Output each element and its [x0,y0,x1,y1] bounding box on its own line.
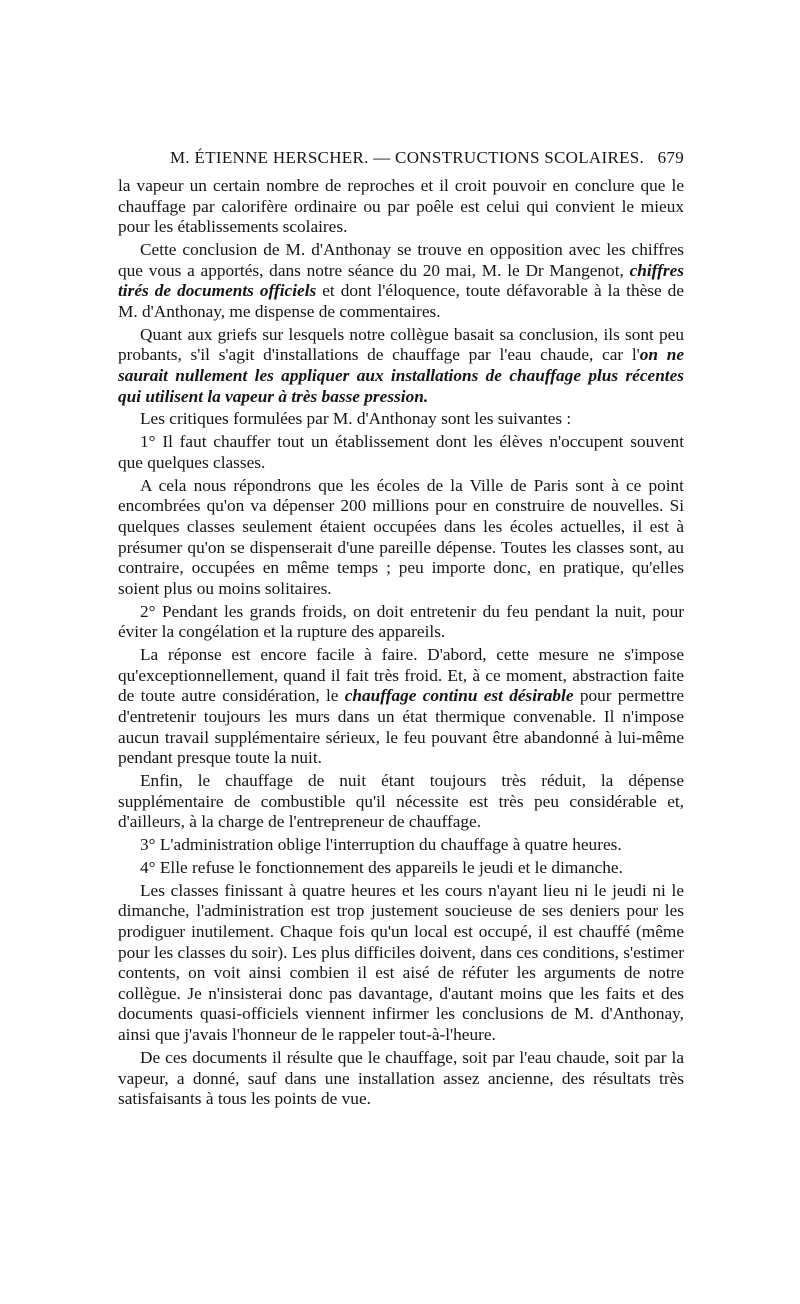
text-run: A cela nous répondrons que les écoles de la Ville de Paris sont à ce point encombrées qu'on va dépenser 200 millions pour en construire de nouvelles. Si quelques classes seulement étaient occupées dans les écoles actuelles, il est à présumer qu'on se dispenserait d'une pareille dépense. Toutes les classes sont, au contraire, occupées en même temps ; peu importe donc, en pratique, qu'elles soient plus ou moins solitaires. [118,475,684,598]
paragraph [118,858,684,879]
emphasis-run: chiffres tirés de documents officiels [118,260,684,301]
text-run: Cette conclusion de M. d'Anthonay se trouve en opposition avec les chiffres que vous a apportés, dans notre séance du 20 mai, M. le Dr Mangenot, [118,240,684,280]
text-run: pour permettre d'entretenir toujours les murs dans un état thermique convenable. Il n'impose aucun travail supplémentaire sérieux, le feu pouvant être abandonné à lui-même pendant presque toute la nuit. [118,686,685,768]
paragraph [118,771,684,833]
running-head [118,148,684,172]
text-run: et dont l'éloquence, toute défavorable à la thèse de M. d'Anthonay, me dispense de commentaires. [118,281,684,321]
page-number: 679 [657,148,684,167]
paragraph [118,409,684,430]
text-run: 4° Elle refuse le fonctionnement des appareils le jeudi et le dimanche. [140,857,623,877]
text-run: Enfin, le chauffage de nuit étant toujours très réduit, la dépense supplémentaire de combustible qu'il nécessite est très peu considérable et, d'ailleurs, à la charge de l'entrepreneur de chauffage. [118,771,684,832]
emphasis-run: on ne saurait nullement les appliquer aux installations de chauffage plus récentes qui utilisent la vapeur à très basse pression. [118,345,684,406]
text-run: Les classes finissant à quatre heures et les cours n'ayant lieu ni le jeudi ni le dimanche, l'administration est trop justement soucieuse de ses deniers pour les prodiguer inutilement. Chaque fois qu'un local est occupé, il est chauffé (même pour les classes du soir). Les plus difficiles doivent, dans ces conditions, s'estimer contents, on voit ainsi combien il est aisé de réfuter les arguments de notre collègue. Je n'insisterai donc pas davantage, d'autant moins que les faits et des documents quasi-officiels viennent infirmer les conclusions de M. d'Anthonay, ainsi que j'avais l'honneur de le rappeler tout-à-l'heure. [118,880,684,1045]
text-run: 2° Pendant les grands froids, on doit entretenir du feu pendant la nuit, pour éviter la congélation et la rupture des appareils. [118,601,684,642]
paragraph [118,602,684,643]
running-title: M. ÉTIENNE HERSCHER. — CONSTRUCTIONS SCOLAIRES. [170,148,645,167]
body-text [118,176,684,1112]
text-run: 1° Il faut chauffer tout un établissement dont les élèves n'occupent souvent que quelques classes. [118,432,684,472]
paragraph [118,240,684,322]
text-run: De ces documents il résulte que le chauffage, soit par l'eau chaude, soit par la vapeur, a donné, sauf dans une installation assez ancienne, des résultats très satisfaisants à tous les points de vue. [118,1047,684,1109]
paragraph [118,432,684,473]
paragraph [118,325,684,407]
text-run: Les critiques formulées par M. d'Anthonay sont les suivantes : [140,409,572,429]
paragraph [118,176,684,238]
text-run: Quant aux griefs sur lesquels notre collègue basait sa conclusion, ils sont peu probants, s'il s'agit d'installations de chauffage par l'eau chaude, car l' [118,324,684,365]
paragraph [118,645,684,769]
text-run: 3° L'administration oblige l'interruption du chauffage à quatre heures. [140,835,622,855]
paragraph [118,1048,684,1110]
text-run: la vapeur un certain nombre de reproches et il croit pouvoir en conclure que le chauffage par calorifère ordinaire ou par poêle est celui qui convient le mieux pour les établissements scolaires. [118,176,684,237]
paragraph [118,881,684,1046]
emphasis-run: chauffage continu est désirable [344,686,574,706]
paragraph [118,476,684,600]
paragraph [118,835,684,856]
text-run: La réponse est encore facile à faire. D'abord, cette mesure ne s'impose qu'exceptionnellement, quand il fait très froid. Et, à ce moment, abstraction faite de toute autre considération, le [118,645,684,706]
